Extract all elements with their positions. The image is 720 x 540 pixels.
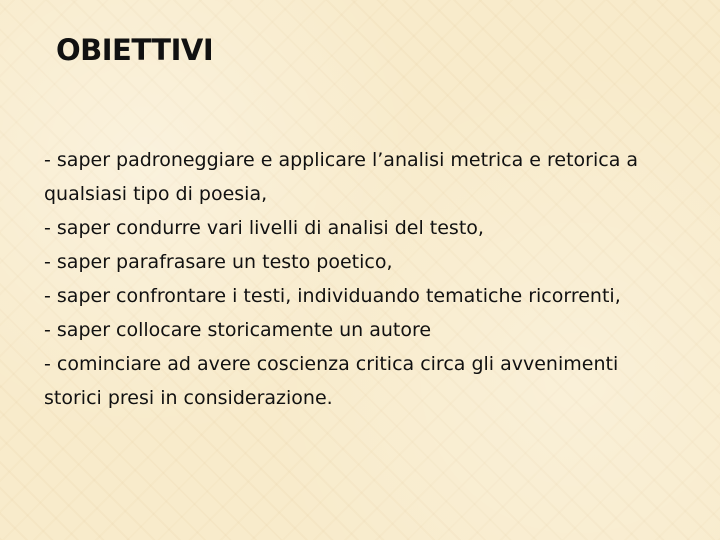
objective-item: - cominciare ad avere coscienza critica circa gli avvenimenti storici presi in considerazione. — [44, 353, 619, 409]
objective-item: - saper confrontare i testi, individuando tematiche ricorrenti, — [44, 285, 621, 307]
objective-item: - saper condurre vari livelli di analisi del testo, — [44, 217, 484, 239]
objective-item: - saper collocare storicamente un autore — [44, 319, 432, 341]
objectives-list — [44, 143, 674, 415]
objective-item: - saper parafrasare un testo poetico, — [44, 251, 393, 273]
slide-title: OBIETTIVI — [56, 33, 214, 67]
objective-item: - saper padroneggiare e applicare l’analisi metrica e retorica a qualsiasi tipo di poesia, — [44, 149, 639, 205]
